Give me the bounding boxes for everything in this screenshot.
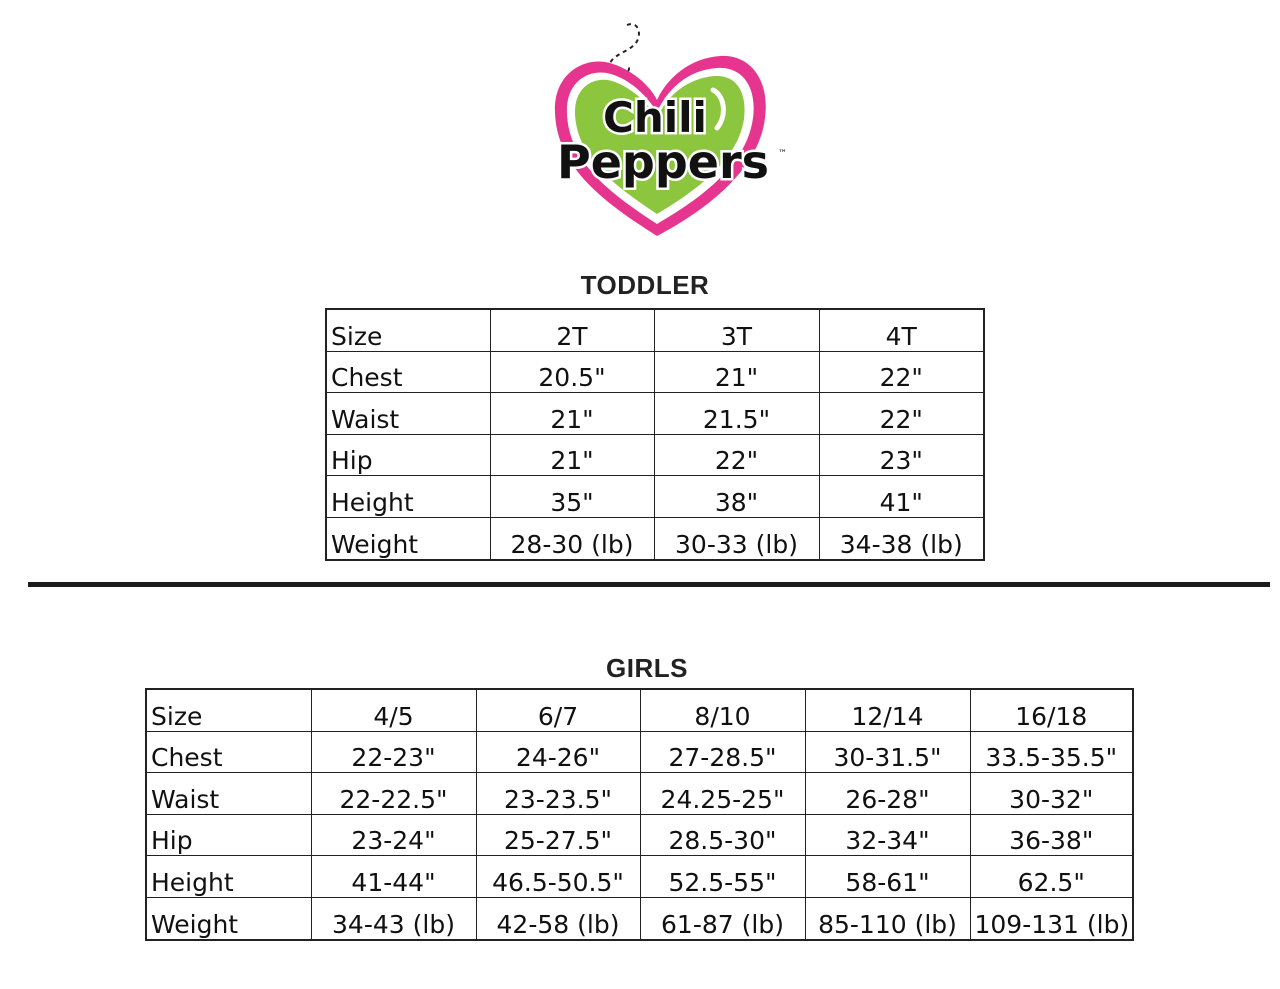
girls-title: GIRLS bbox=[606, 653, 688, 683]
measurement-cell: 46.5-50.5" bbox=[476, 856, 640, 898]
row-label-cell: Weight bbox=[146, 897, 311, 939]
measurement-cell: 36-38" bbox=[970, 814, 1133, 856]
measurement-cell: 26-28" bbox=[805, 773, 970, 815]
table-row bbox=[146, 731, 1133, 773]
measurement-cell: 22" bbox=[819, 393, 984, 435]
size-header-cell: 2T bbox=[490, 309, 654, 351]
measurement-cell: 22" bbox=[819, 351, 984, 393]
measurement-cell: 30-32" bbox=[970, 773, 1133, 815]
row-label-cell: Hip bbox=[146, 814, 311, 856]
table-row bbox=[146, 897, 1133, 939]
measurement-cell: 41" bbox=[819, 476, 984, 518]
measurement-cell: 85-110 (lb) bbox=[805, 897, 970, 939]
measurement-cell: 41-44" bbox=[311, 856, 476, 898]
chili-peppers-logo bbox=[545, 18, 795, 243]
measurement-cell: 34-43 (lb) bbox=[311, 897, 476, 939]
measurement-cell: 52.5-55" bbox=[640, 856, 805, 898]
measurement-cell: 58-61" bbox=[805, 856, 970, 898]
size-header-cell: 3T bbox=[654, 309, 819, 351]
header-row bbox=[326, 309, 984, 351]
measurement-cell: 23-24" bbox=[311, 814, 476, 856]
measurement-cell: 33.5-35.5" bbox=[970, 731, 1133, 773]
row-label-cell: Size bbox=[146, 689, 311, 731]
table-row bbox=[326, 393, 984, 435]
size-header-cell: 6/7 bbox=[476, 689, 640, 731]
measurement-cell: 20.5" bbox=[490, 351, 654, 393]
logo-trademark: ™ bbox=[778, 149, 787, 159]
measurement-cell: 21" bbox=[654, 351, 819, 393]
size-header-cell: 12/14 bbox=[805, 689, 970, 731]
table-row bbox=[326, 434, 984, 476]
measurement-cell: 35" bbox=[490, 476, 654, 518]
measurement-cell: 38" bbox=[654, 476, 819, 518]
table-row bbox=[146, 856, 1133, 898]
size-header-cell: 16/18 bbox=[970, 689, 1133, 731]
row-label-cell: Waist bbox=[146, 773, 311, 815]
measurement-cell: 30-33 (lb) bbox=[654, 517, 819, 559]
row-label-cell: Height bbox=[326, 476, 490, 518]
toddler-title: TODDLER bbox=[580, 270, 710, 300]
size-header-cell: 4/5 bbox=[311, 689, 476, 731]
row-label-cell: Chest bbox=[146, 731, 311, 773]
section-divider bbox=[28, 582, 1270, 587]
measurement-cell: 24.25-25" bbox=[640, 773, 805, 815]
measurement-cell: 22" bbox=[654, 434, 819, 476]
row-label-cell: Size bbox=[326, 309, 490, 351]
table-row bbox=[146, 773, 1133, 815]
measurement-cell: 109-131 (lb) bbox=[970, 897, 1133, 939]
table-row bbox=[146, 814, 1133, 856]
measurement-cell: 42-58 (lb) bbox=[476, 897, 640, 939]
measurement-cell: 23" bbox=[819, 434, 984, 476]
size-header-cell: 8/10 bbox=[640, 689, 805, 731]
header-row bbox=[146, 689, 1133, 731]
row-label-cell: Waist bbox=[326, 393, 490, 435]
measurement-cell: 21" bbox=[490, 393, 654, 435]
measurement-cell: 27-28.5" bbox=[640, 731, 805, 773]
measurement-cell: 32-34" bbox=[805, 814, 970, 856]
logo-line1: Chili bbox=[603, 93, 707, 142]
measurement-cell: 34-38 (lb) bbox=[819, 517, 984, 559]
measurement-cell: 24-26" bbox=[476, 731, 640, 773]
girls-size-table bbox=[145, 688, 1134, 941]
row-label-cell: Height bbox=[146, 856, 311, 898]
measurement-cell: 22-22.5" bbox=[311, 773, 476, 815]
measurement-cell: 22-23" bbox=[311, 731, 476, 773]
table-row bbox=[326, 517, 984, 559]
row-label-cell: Hip bbox=[326, 434, 490, 476]
measurement-cell: 28.5-30" bbox=[640, 814, 805, 856]
measurement-cell: 21.5" bbox=[654, 393, 819, 435]
measurement-cell: 62.5" bbox=[970, 856, 1133, 898]
measurement-cell: 28-30 (lb) bbox=[490, 517, 654, 559]
measurement-cell: 23-23.5" bbox=[476, 773, 640, 815]
size-header-cell: 4T bbox=[819, 309, 984, 351]
measurement-cell: 21" bbox=[490, 434, 654, 476]
row-label-cell: Weight bbox=[326, 517, 490, 559]
measurement-cell: 25-27.5" bbox=[476, 814, 640, 856]
table-row bbox=[326, 476, 984, 518]
measurement-cell: 61-87 (lb) bbox=[640, 897, 805, 939]
logo-line2: Peppers bbox=[556, 135, 770, 189]
toddler-size-table bbox=[325, 308, 985, 561]
measurement-cell: 30-31.5" bbox=[805, 731, 970, 773]
row-label-cell: Chest bbox=[326, 351, 490, 393]
table-row bbox=[326, 351, 984, 393]
